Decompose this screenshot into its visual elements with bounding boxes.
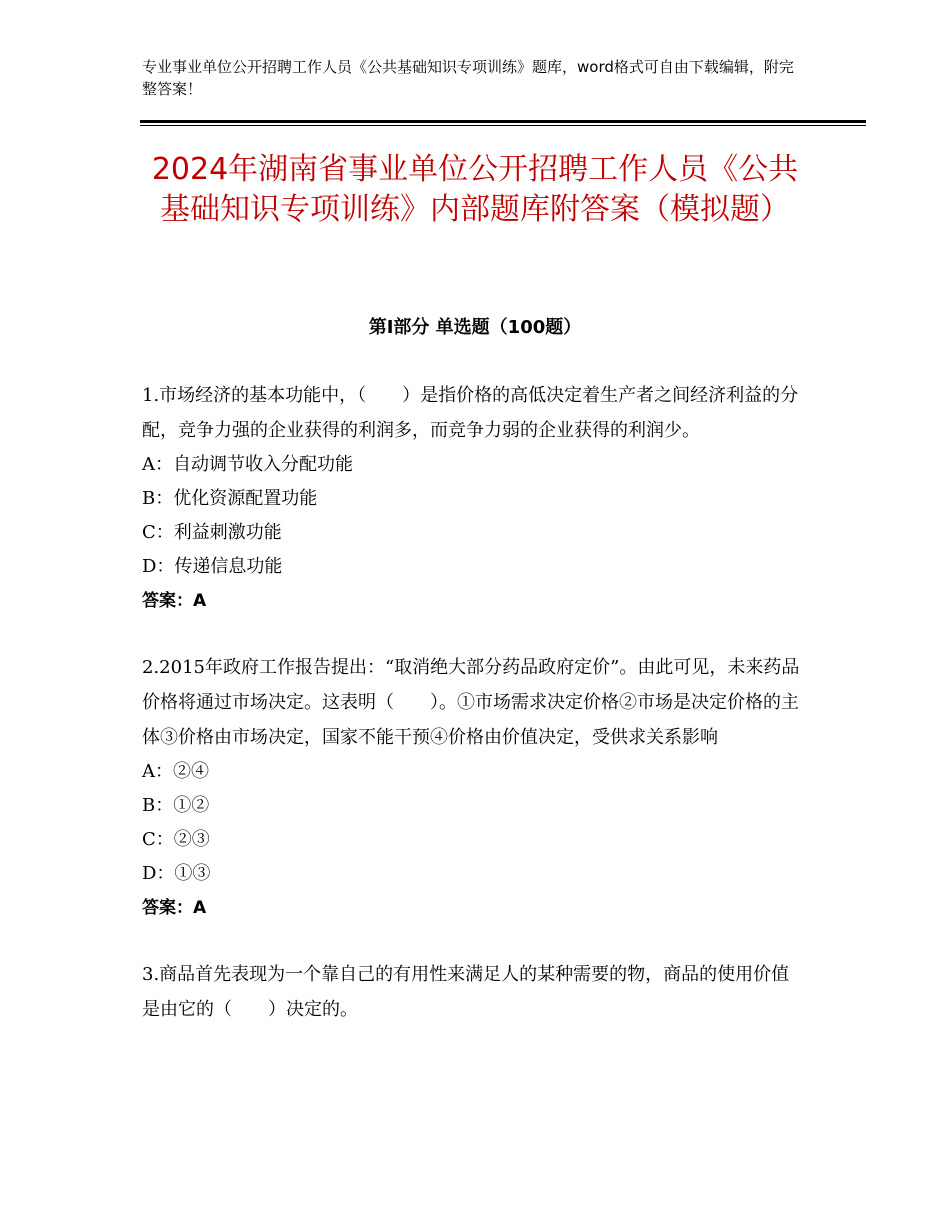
option-b: B：①② <box>142 795 210 816</box>
header-rule-thick <box>140 120 866 123</box>
option-a: A：自动调节收入分配功能 <box>142 454 353 475</box>
option-b: B：优化资源配置功能 <box>142 488 318 509</box>
question-1 <box>142 378 802 618</box>
question-3 <box>142 957 802 1027</box>
document-title: 2024年湖南省事业单位公开招聘工作人员《公共基础知识专项训练》内部题库附答案（模拟题） <box>151 152 799 227</box>
option-d: D：传递信息功能 <box>142 556 283 577</box>
question-stem: 3.商品首先表现为一个靠自己的有用性来满足人的某种需要的物，商品的使用价值是由它的（ ）决定的。 <box>142 964 790 1020</box>
option-c: C：利益刺激功能 <box>142 522 282 543</box>
option-a: A：②④ <box>142 761 209 782</box>
answer-line: 答案：A <box>142 591 207 611</box>
question-list <box>142 378 802 1059</box>
section-heading: 第Ⅰ部分 单选题（100题） <box>368 317 582 338</box>
option-d: D：①③ <box>142 863 211 884</box>
question-2 <box>142 650 802 925</box>
header-note: 专业事业单位公开招聘工作人员《公共基础知识专项训练》题库，word格式可自由下载编辑，附完整答案！ <box>142 58 794 98</box>
option-c: C：②③ <box>142 829 210 850</box>
answer-line: 答案：A <box>142 898 207 918</box>
question-stem: 1.市场经济的基本功能中，（ ）是指价格的高低决定着生产者之间经济利益的分配，竞争力强的企业获得的利润多，而竞争力弱的企业获得的利润少。 <box>142 385 799 441</box>
header-rule-thin <box>140 125 866 126</box>
question-stem: 2.2015年政府工作报告提出：“取消绝大部分药品政府定价”。由此可见，未来药品价格将通过市场决定。这表明（ ）。①市场需求决定价格②市场是决定价格的主体③价格由市场决定，国家不能干预④价格由价值决定，受供求关系影响 <box>142 657 800 748</box>
